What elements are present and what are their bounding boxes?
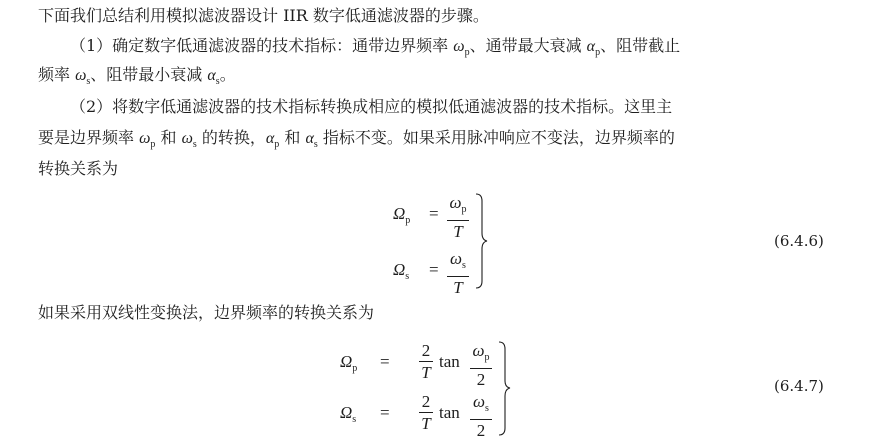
step1-line2-b: 、阻带最小衰减 bbox=[90, 65, 208, 84]
bilinear-paragraph: 如果采用双线性变换法，边界频率的转换关系为 bbox=[38, 303, 375, 322]
right-brace-icon bbox=[497, 341, 511, 436]
symbol-alpha-p: $\alpha_p$ bbox=[586, 38, 601, 58]
eq646-row2-equals: = bbox=[429, 260, 439, 279]
eq646-row1-lhs: $\Omega_p$ bbox=[393, 204, 411, 226]
eq646-row1-fraction: $\omega_p$ T bbox=[447, 194, 469, 240]
eq647-row1-coef: 2 T bbox=[419, 342, 433, 381]
eq647-row2-tan: tan bbox=[439, 403, 460, 422]
right-brace-icon bbox=[474, 193, 488, 289]
step1-prefix: （1）确定数字低通滤波器的技术指标：通带边界频率 bbox=[70, 36, 454, 55]
eq646-row1-equals: = bbox=[429, 204, 439, 223]
step2-line2: 要是边界频率 $\omega_p$ 和 $\omega_s$ 的转换，$\alpha_p$ 和 $\alpha_s$ 指标不变。如果采用脉冲响应不变法，边界频率的 bbox=[38, 128, 675, 150]
step1-line2-end: 。 bbox=[219, 65, 236, 84]
eq647-row2-lhs: $\Omega_s$ bbox=[340, 403, 357, 425]
step1-mid1: 、通带最大衰减 bbox=[469, 36, 587, 55]
equation-number-6-4-7: (6.4.7) bbox=[774, 377, 824, 395]
step2-line3: 转换关系为 bbox=[38, 159, 119, 178]
symbol-omega-p: $\omega_p$ bbox=[453, 38, 470, 58]
symbol-alpha-p: $\alpha_p$ bbox=[265, 130, 280, 150]
eq647-row2-coef: 2 T bbox=[419, 393, 433, 432]
step2-line1: （2）将数字低通滤波器的技术指标转换成相应的模拟低通滤波器的技术指标。这里主 bbox=[70, 97, 673, 116]
intro-paragraph: 下面我们总结利用模拟滤波器设计 IIR 数字低通滤波器的步骤。 bbox=[38, 6, 489, 25]
eq647-row2-equals: = bbox=[380, 403, 390, 422]
eq646-row2-fraction: $\omega_s$ T bbox=[447, 250, 469, 296]
step1-line2-a: 频率 bbox=[38, 65, 76, 84]
eq647-row1-fraction: $\omega_p$ 2 bbox=[470, 342, 492, 388]
eq647-row1-lhs: $\Omega_p$ bbox=[340, 352, 358, 374]
symbol-omega-p: $\omega_p$ bbox=[139, 130, 156, 150]
equation-number-6-4-6: (6.4.6) bbox=[774, 232, 824, 250]
step1-line2 bbox=[38, 63, 236, 94]
symbol-omega-s: $\omega_s$ bbox=[75, 67, 91, 87]
eq647-row2-fraction: $\omega_s$ 2 bbox=[470, 393, 492, 439]
eq647-row1-tan: tan bbox=[439, 352, 460, 371]
step1-line1 bbox=[70, 34, 680, 65]
symbol-omega-s: $\omega_s$ bbox=[181, 130, 197, 150]
step1-tail: 、阻带截止 bbox=[600, 36, 681, 55]
eq646-row2-lhs: $\Omega_s$ bbox=[393, 260, 410, 282]
symbol-alpha-s: $\alpha_s$ bbox=[305, 130, 318, 150]
eq647-row1-equals: = bbox=[380, 352, 390, 371]
symbol-alpha-s: $\alpha_s$ bbox=[207, 67, 220, 87]
